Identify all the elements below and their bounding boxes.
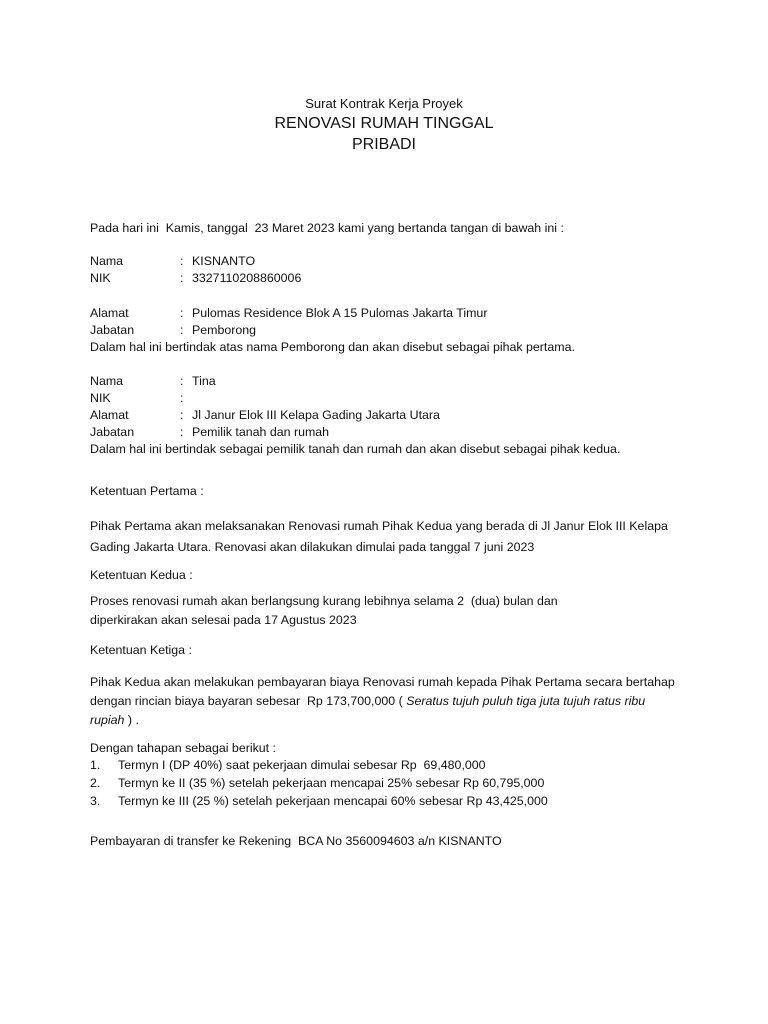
party1-jabatan-label: Jabatan — [90, 323, 135, 337]
list-item-number: 2. — [90, 776, 101, 790]
document-title-line1: RENOVASI RUMAH TINGGAL — [274, 115, 494, 132]
list-item — [90, 757, 690, 775]
list-item-text: Termyn ke II (35 %) setelah pekerjaan mencapai 25% sebesar Rp 60,795,000 — [118, 776, 545, 790]
party1-nik-label: NIK — [90, 271, 111, 285]
party2-nama-row — [90, 373, 690, 390]
party1-statement: Dalam hal ini bertindak atas nama Pemborong dan akan disebut sebagai pihak pertama. — [90, 340, 575, 354]
party1-nama-label: Nama — [90, 254, 124, 268]
party2-alamat-value: Jl Janur Elok III Kelapa Gading Jakarta Utara — [192, 408, 440, 422]
ketentuan-ketiga-line3 — [90, 711, 690, 730]
colon: : — [180, 391, 184, 405]
ketentuan-pertama-line2: Gading Jakarta Utara. Renovasi akan dilakukan dimulai pada tanggal 7 juni 2023 — [90, 540, 535, 554]
party2-jabatan-row — [90, 424, 690, 441]
title-block — [0, 95, 768, 155]
party1-nama-value: KISNANTO — [192, 254, 256, 268]
party1-jabatan-value: Pemborong — [192, 323, 257, 337]
ketentuan-ketiga-heading: Ketentuan Ketiga : — [90, 643, 192, 657]
colon: : — [180, 408, 184, 422]
party2-nama-value: Tina — [192, 374, 216, 388]
ketentuan-ketiga-amount-words-end: rupiah — [90, 713, 125, 727]
list-item — [90, 775, 690, 793]
document-subtitle: Surat Kontrak Kerja Proyek — [305, 96, 463, 111]
list-item — [90, 793, 690, 811]
party1-jabatan-row — [90, 322, 690, 339]
party2-block — [90, 373, 690, 458]
party2-alamat-label: Alamat — [90, 408, 129, 422]
ketentuan-ketiga-amount: dengan rincian biaya bayaran sebesar Rp 173,700,000 ( — [90, 694, 407, 708]
ketentuan-ketiga-line1: Pihak Kedua akan melakukan pembayaran biaya Renovasi rumah kepada Pihak Pertama secara bertahap — [90, 675, 675, 689]
document-body — [90, 220, 690, 850]
document-title-line2: PRIBADI — [351, 136, 416, 153]
party1-alamat-label: Alamat — [90, 306, 129, 320]
party1-alamat-value: Pulomas Residence Blok A 15 Pulomas Jakarta Timur — [192, 306, 488, 320]
party2-nik-value — [192, 390, 690, 407]
party2-statement: Dalam hal ini bertindak sebagai pemilik tanah dan rumah dan akan disebut sebagai pihak kedua. — [90, 442, 621, 456]
party1-alamat-row — [90, 305, 690, 322]
ketentuan-pertama-line1: Pihak Pertama akan melaksanakan Renovasi rumah Pihak Kedua yang berada di Jl Janur Elok III Kelapa — [90, 519, 668, 533]
stages-heading: Dengan tahapan sebagai berikut : — [90, 741, 276, 755]
colon: : — [180, 323, 184, 337]
colon: : — [180, 374, 184, 388]
ketentuan-ketiga-line2 — [90, 692, 690, 711]
intro-text: Pada hari ini Kamis, tanggal 23 Maret 2023 kami yang bertanda tangan di bawah ini : — [90, 221, 564, 235]
colon: : — [180, 425, 184, 439]
colon: : — [180, 271, 184, 285]
ketentuan-ketiga-text — [90, 673, 690, 730]
party2-jabatan-label: Jabatan — [90, 425, 135, 439]
party1-nik-value: 3327110208860006 — [192, 271, 302, 285]
party1-nik-row — [90, 270, 690, 287]
ketentuan-ketiga-amount-words: Seratus tujuh puluh tiga juta tujuh ratus ribu — [406, 694, 646, 708]
party1-block — [90, 253, 690, 356]
party2-jabatan-value: Pemilik tanah dan rumah — [192, 425, 330, 439]
list-item-number: 3. — [90, 794, 101, 808]
stages-list — [90, 757, 690, 811]
ketentuan-kedua-heading: Ketentuan Kedua : — [90, 568, 193, 582]
ketentuan-kedua-text — [90, 592, 690, 630]
ketentuan-kedua-line1: Proses renovasi rumah akan berlangsung kurang lebihnya selama 2 (dua) bulan dan — [90, 594, 558, 608]
colon: : — [180, 254, 184, 268]
list-item-number: 1. — [90, 758, 101, 772]
payment-instruction: Pembayaran di transfer ke Rekening BCA No 3560094603 a/n KISNANTO — [90, 834, 502, 848]
ketentuan-pertama-heading: Ketentuan Pertama : — [90, 484, 204, 498]
party2-nama-label: Nama — [90, 374, 124, 388]
ketentuan-kedua-line2: diperkirakan akan selesai pada 17 Agustus 2023 — [90, 613, 357, 627]
list-item-text: Termyn ke III (25 %) setelah pekerjaan mencapai 60% sebesar Rp 43,425,000 — [118, 794, 548, 808]
party2-nik-label: NIK — [90, 391, 111, 405]
list-item-text: Termyn I (DP 40%) saat pekerjaan dimulai sebesar Rp 69,480,000 — [118, 758, 486, 772]
colon: : — [180, 306, 184, 320]
party2-nik-row — [90, 390, 690, 407]
party2-alamat-row — [90, 407, 690, 424]
ketentuan-ketiga-closing: ) . — [124, 713, 139, 727]
ketentuan-pertama-text — [90, 516, 690, 558]
party1-nama-row — [90, 253, 690, 270]
